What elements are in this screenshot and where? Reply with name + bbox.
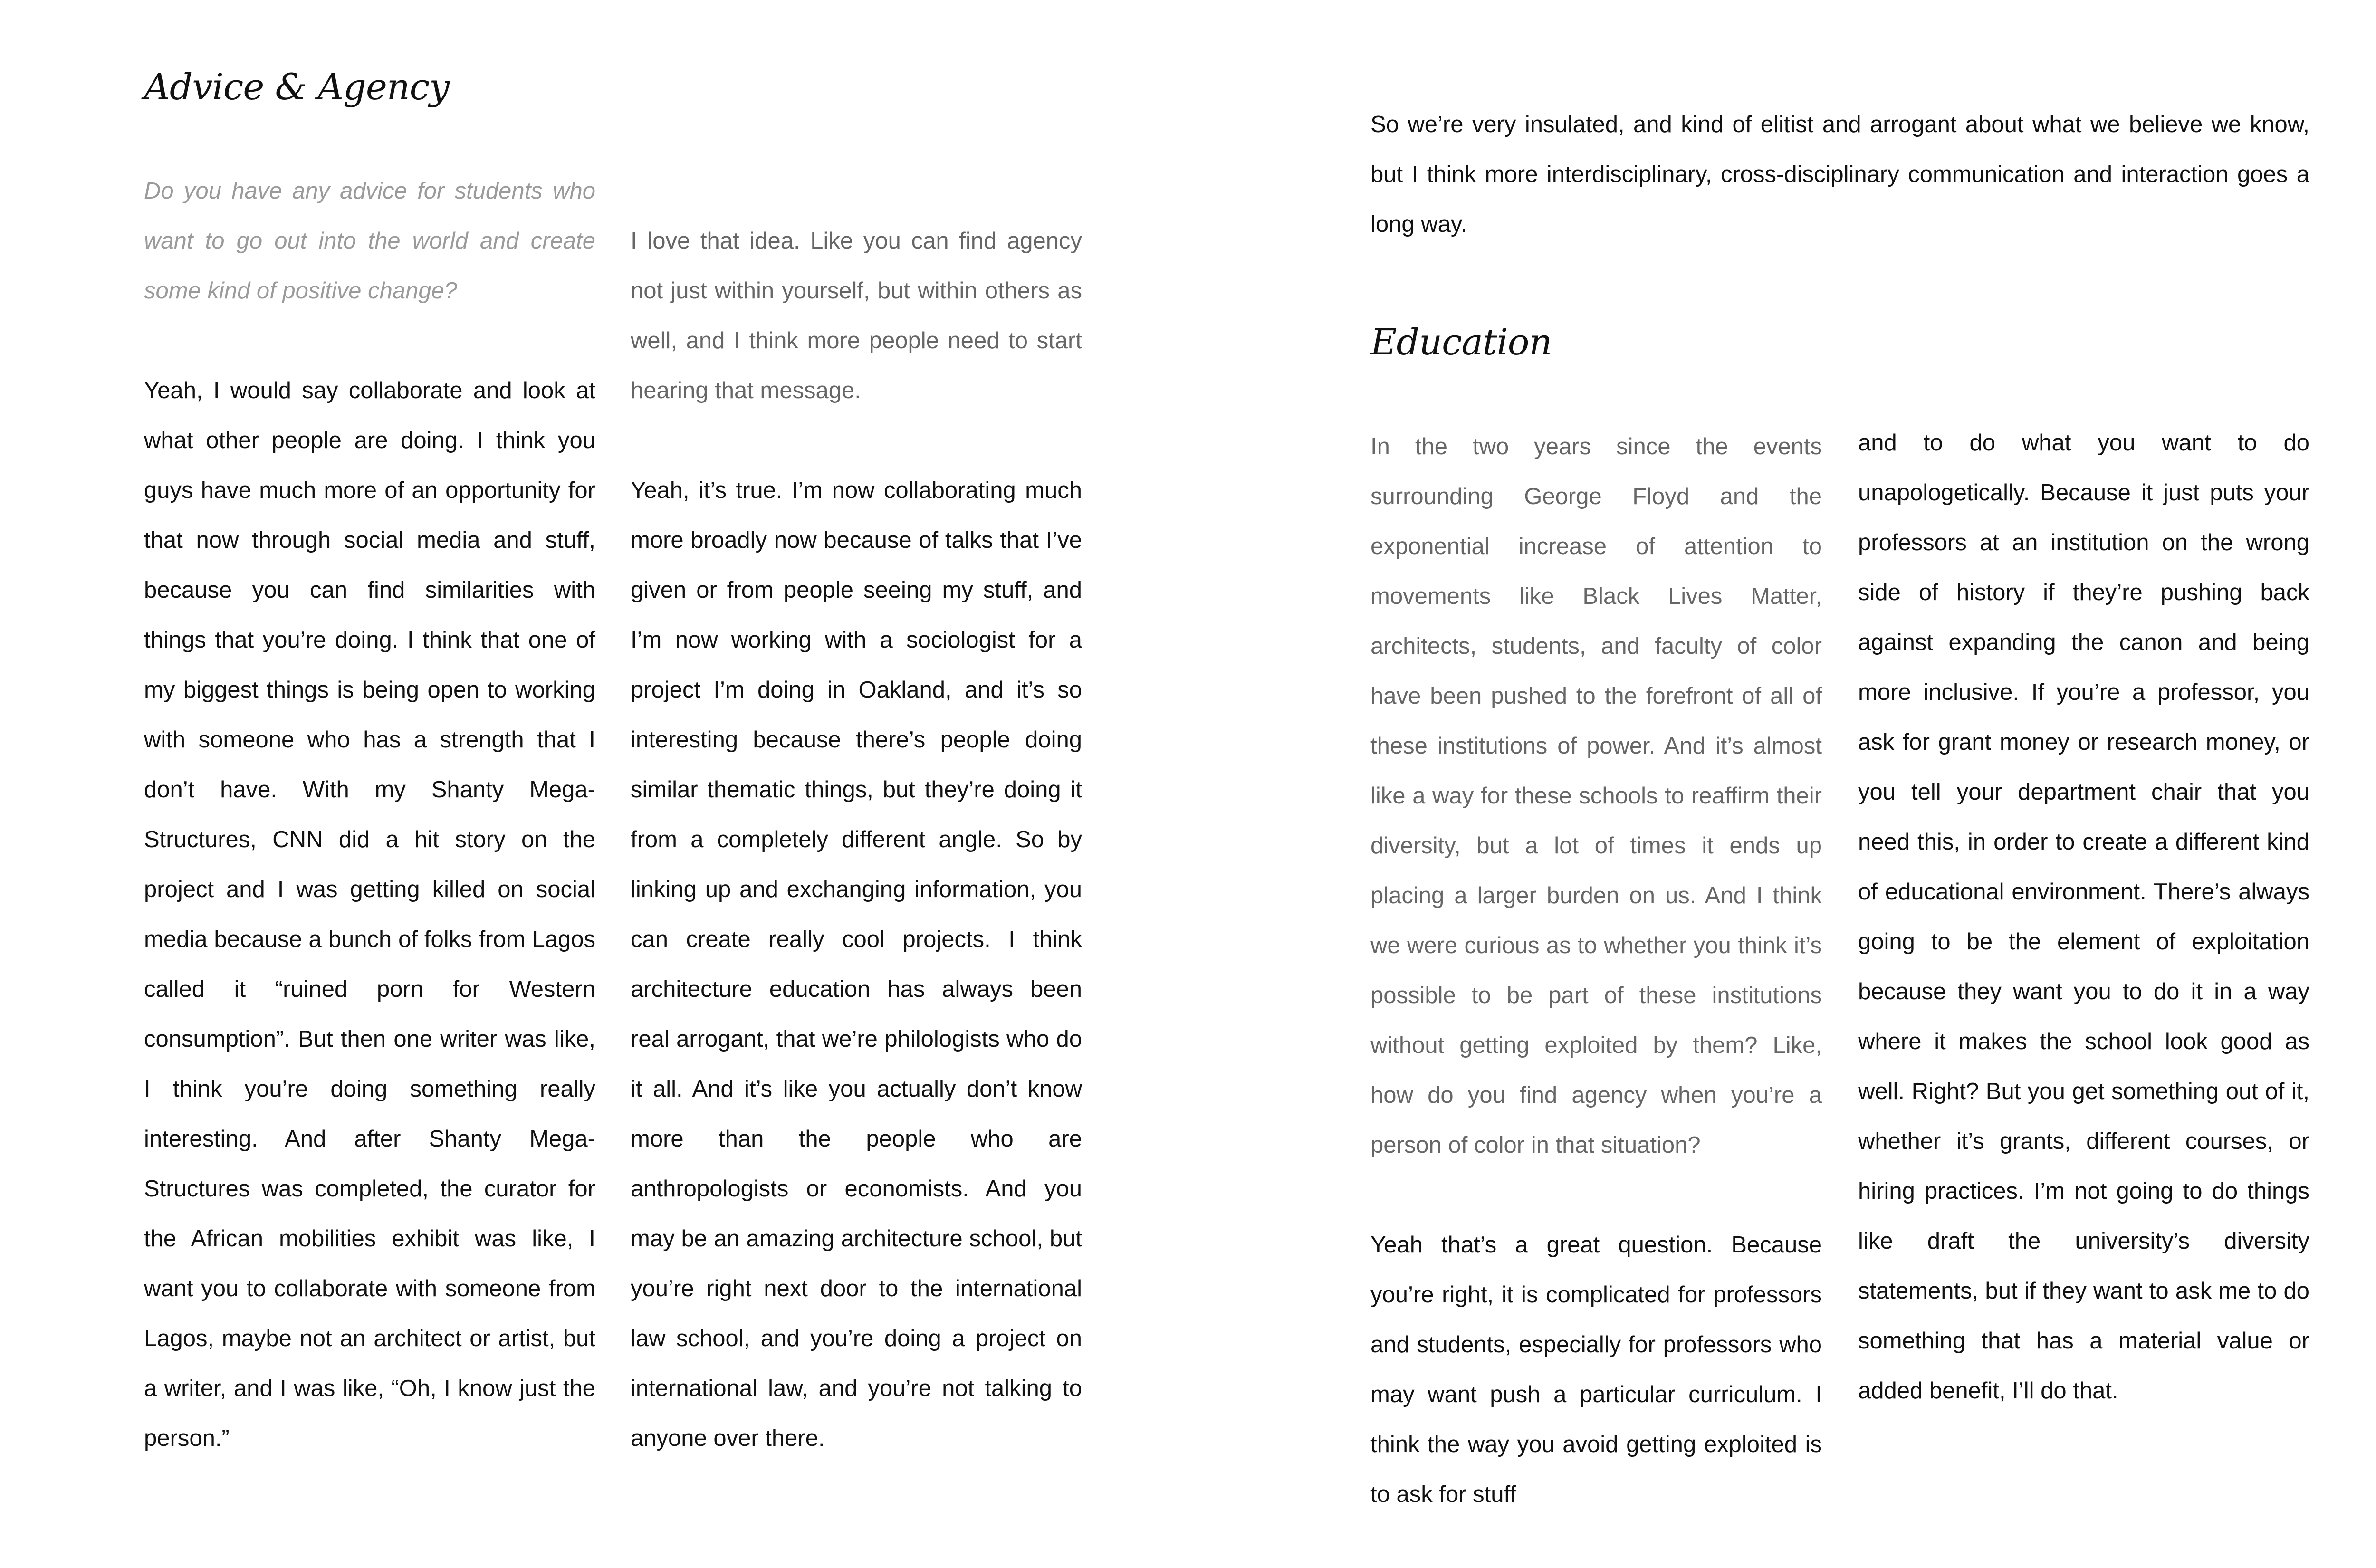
interviewer-comment: I love that idea. Like you can find agency not just within yourself, but within others as well, and I think more people need to start hearing that message. (631, 228, 1082, 403)
interview-question: In the two years since the events surrounding George Floyd and the exponential increase of attention to movements like Black Lives Matter, architects, students, and faculty of color have been pushed to the forefront of all of these institutions of power. And it’s almost like a way for these schools to reaffirm their diversity, but a lot of times it ends up placing a larger burden on us. And I think we were curious as to whether you think it’s possible to be part of these institutions without getting exploited by them? Like, how do you find agency when you’re a person of color in that situation? (1370, 434, 1822, 1158)
continuation-paragraph (1370, 100, 2309, 249)
interview-answer: and to do what you want to do unapologetically. Because it just puts your professors at an institution on the wrong side of history if they’re pushing back against expanding the canon and being more inclusive. If you’re a professor, you ask for grant money or research money, or you tell your department chair that you need this, in order to create a different kind of educational environment. There’s always going to be the element of exploitation because they want you to do it in a way where it makes the school look good as well. Right? But you get something out of it, whether it’s grants, different courses, or hiring practices. I’m not going to do things like draft the university’s diversity statements, but if they want to ask me to do something that has a material value or added benefit, I’ll do that. (1858, 430, 2309, 1404)
interview-question: Do you have any advice for students who want to go out into the world and create some kind of positive change? (144, 178, 595, 304)
left-column-1 (144, 166, 595, 1463)
interview-answer-continuation: So we’re very insulated, and kind of elitist and arrogant about what we believe we know, but I think more interdisciplinary, cross-disciplinary communication and interaction goes a long way. (1370, 112, 2309, 237)
section-title-education: Education (1370, 321, 1552, 363)
right-column-2 (1858, 418, 2309, 1416)
interview-answer: Yeah, it’s true. I’m now collaborating much more broadly now because of talks that I’ve given or from people seeing my stuff, and I’m now working with a sociologist for a project I’m doing in Oakland, and it’s so interesting because there’s people doing similar thematic things, but they’re doing it from a completely different angle. So by linking up and exchanging information, you can create really cool projects. I think architecture education has always been real arrogant, that we’re philologists who do it all. And it’s like you actually don’t know more than the people who are anthropologists or economists. And you may be an amazing architecture school, but you’re right next door to the international law school, and you’re doing a project on international law, and you’re not talking to anyone over there. (631, 478, 1082, 1451)
left-column-2 (631, 216, 1082, 1463)
right-column-1 (1370, 422, 1822, 1520)
interview-answer: Yeah that’s a great question. Because you’re right, it is complicated for professors and students, especially for professors who may want push a particular curriculum. I think the way you avoid getting exploited is to ask for stuff (1370, 1232, 1822, 1507)
interview-answer: Yeah, I would say collaborate and look at what other people are doing. I think you guys have much more of an opportunity for that now through social media and stuff, because you can find similarities with things that you’re doing. I think that one of my biggest things is being open to working with someone who has a strength that I don’t have. With my Shanty Mega-Structures, CNN did a hit story on the project and I was getting killed on social media because a bunch of folks from Lagos called it “ruined porn for Western consumption”. But then one writer was like, I think you’re doing something really interesting. And after Shanty Mega-Structures was completed, the curator for the African mobilities exhibit was like, I want you to collaborate with someone from Lagos, maybe not an architect or artist, but a writer, and I was like, “Oh, I know just the person.” (144, 378, 595, 1451)
section-title-advice-agency: Advice & Agency (144, 66, 450, 108)
right-page (1212, 0, 2376, 1568)
